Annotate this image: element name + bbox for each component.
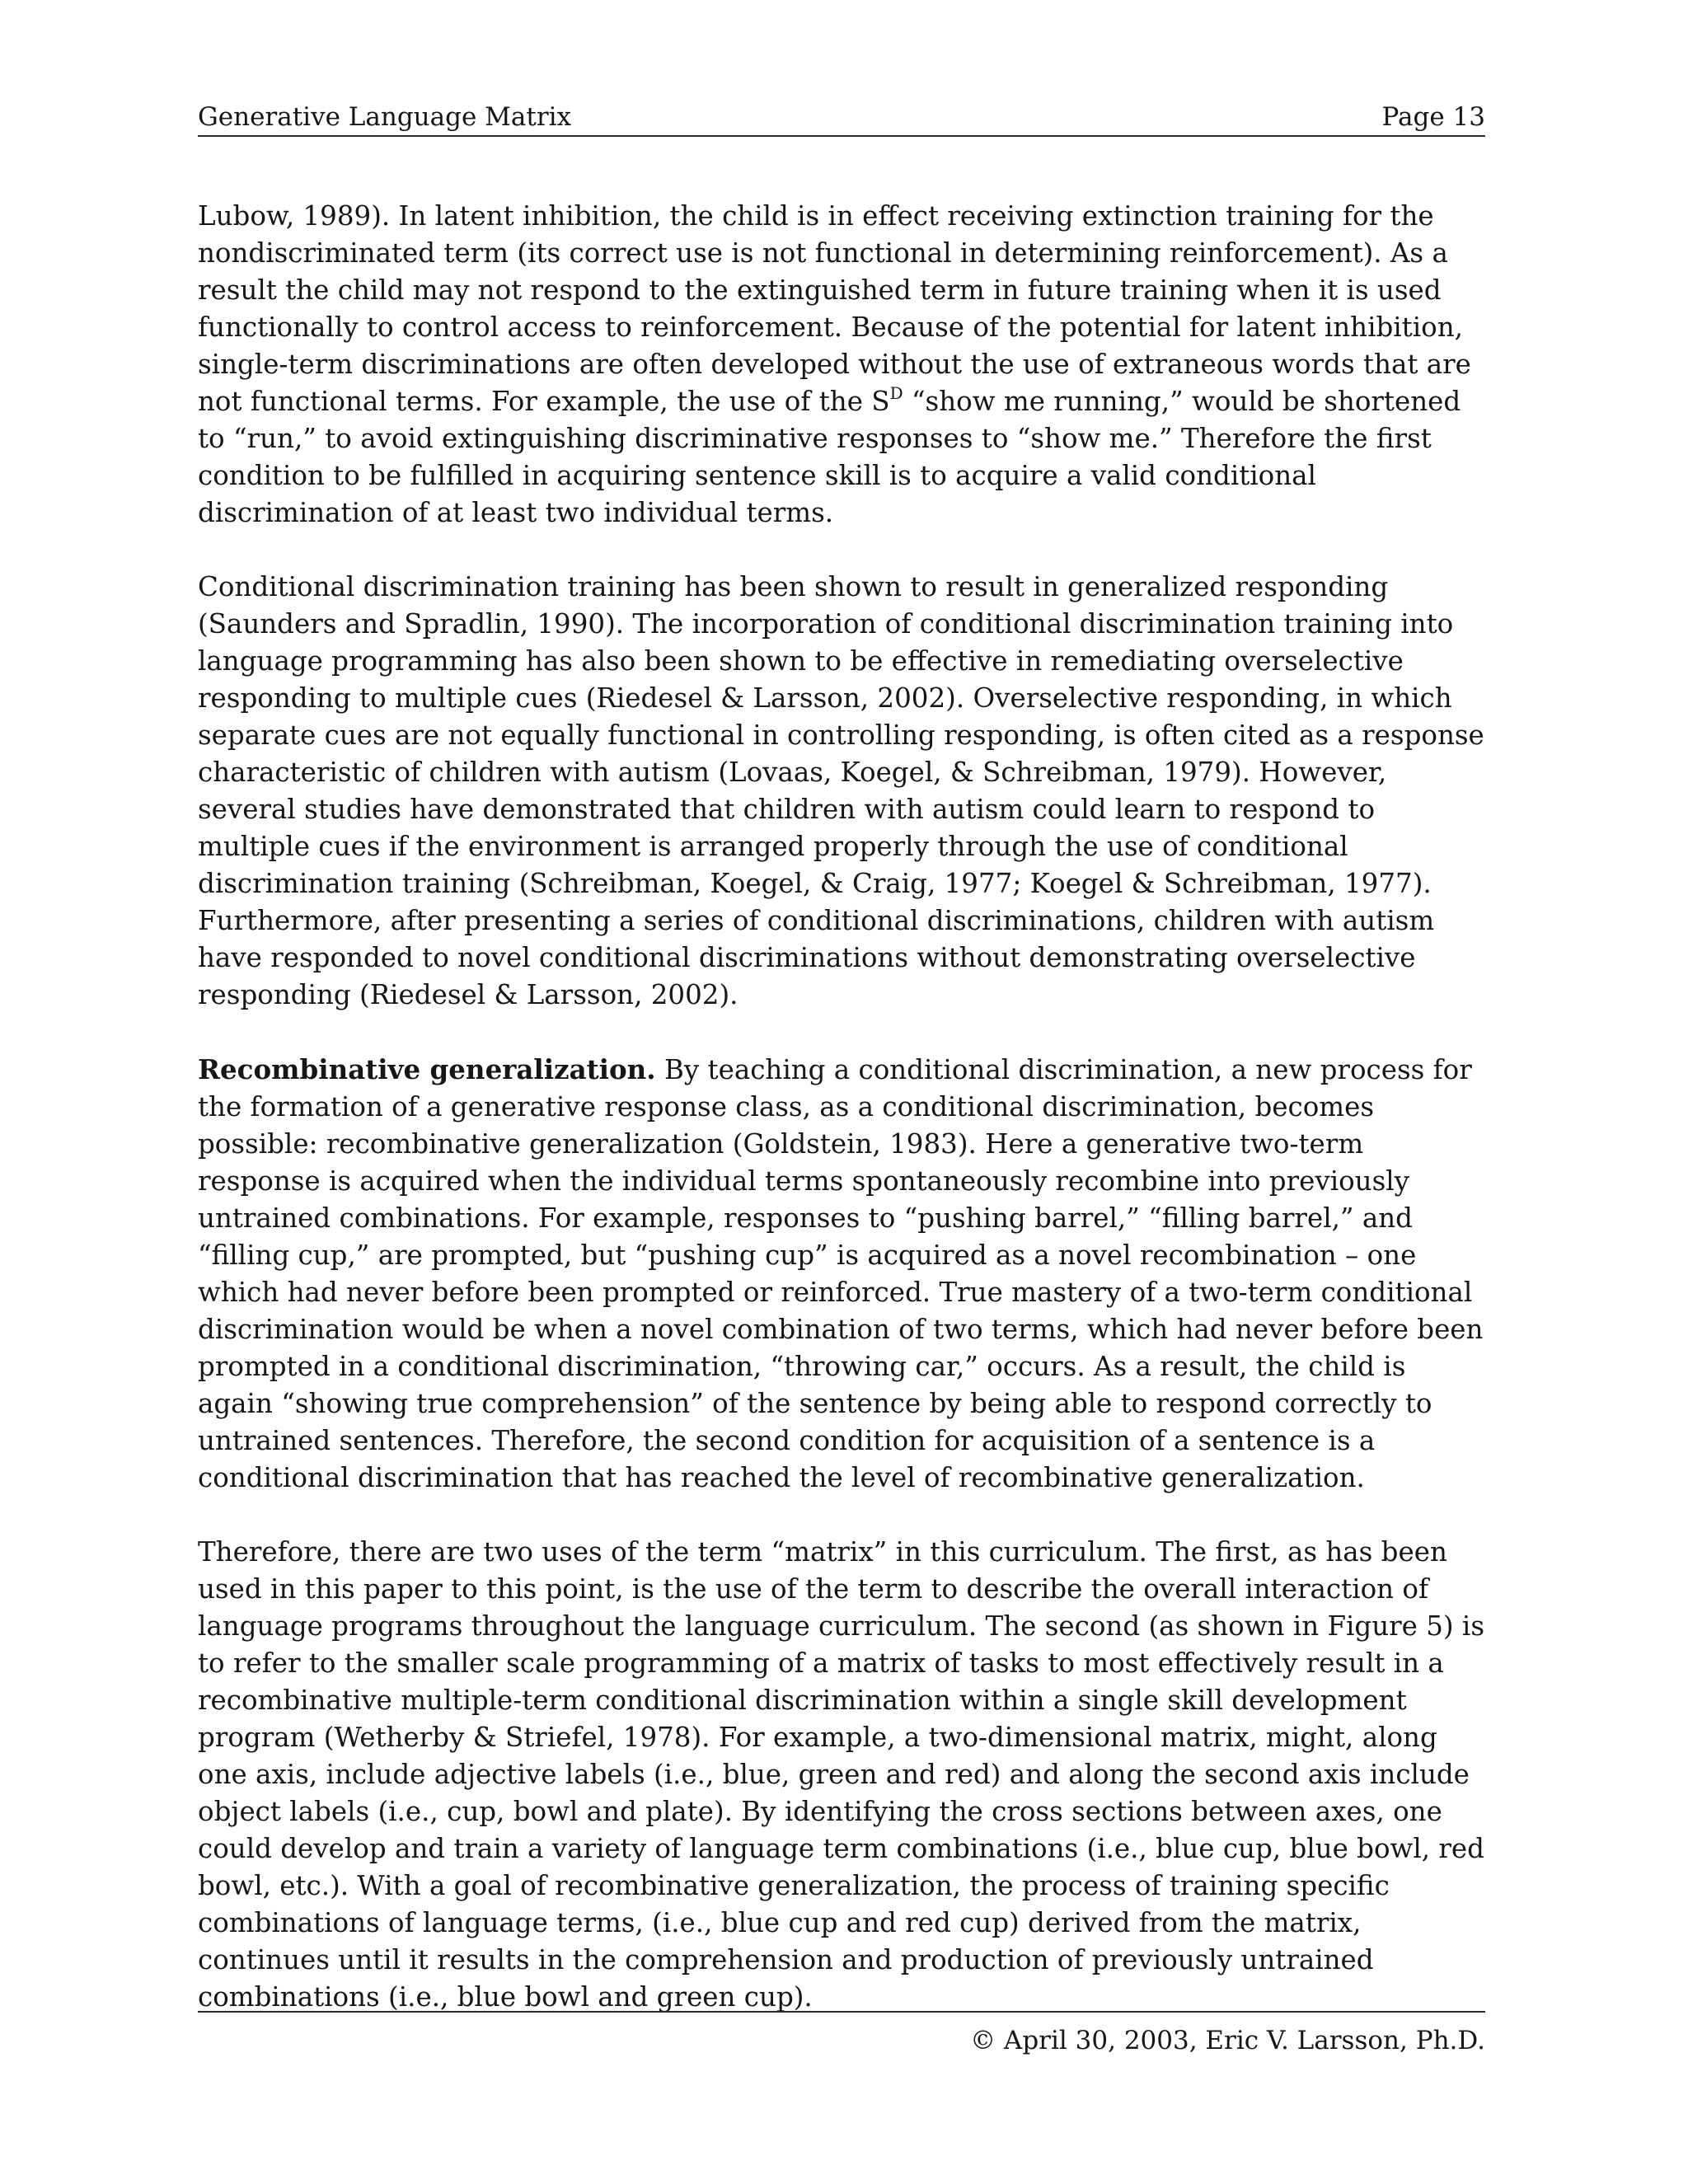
page-header bbox=[198, 99, 1485, 137]
paragraph-conditional-discrimination: Conditional discrimination training has been shown to result in generalized responding (Saunders and Spradlin, 1990). The incorporation of conditional discrimination training into language programming has also been shown to be effective in remediating overselective responding to multiple cues (Riedesel & Larsson, 2002). Overselective responding, in which separate cues are not equally functional in controlling responding, is often cited as a response characteristic of children with autism (Lovaas, Koegel, & Schreibman, 1979). However, several studies have demonstrated that children with autism could learn to respond to multiple cues if the environment is arranged properly through the use of conditional discrimination training (Schreibman, Koegel, & Craig, 1977; Koegel & Schreibman, 1977). Furthermore, after presenting a series of conditional discriminations, children with autism have responded to novel conditional discriminations without demonstrating overselective responding (Riedesel & Larsson, 2002). bbox=[198, 571, 1484, 1010]
section-heading: Recombinative generalization. bbox=[198, 1053, 656, 1085]
page-footer bbox=[198, 2011, 1485, 2059]
page-number: Page 13 bbox=[1381, 102, 1485, 132]
paragraph-text: By teaching a conditional discrimination, a new process for the formation of a generative response class, as a conditional discrimination, becomes possible: recombinative generalization (Goldstein, 1983). Here a generative two-term response is acquired when the individual terms spontaneously recombine into previously untrained combinations. For example, responses to “pushing barrel,” “filling barrel,” and “filling cup,” are prompted, but “pushing cup” is acquired as a novel recombination – one which had never before been prompted or reinforced. True mastery of a two-term conditional discrimination would be when a novel combination of two terms, which had never before been prompted in a conditional discrimination, “throwing car,” occurs. As a result, the child is again “showing true comprehension” of the sentence by being able to respond correctly to untrained sentences. Therefore, the second condition for acquisition of a sentence is a conditional discrimination that has reached the level of recombinative generalization. bbox=[198, 1054, 1484, 1493]
paragraph-latent-inhibition bbox=[198, 198, 1485, 532]
document-body bbox=[198, 198, 1485, 2053]
paragraph-text: Lubow, 1989). In latent inhibition, the child is in effect receiving extinction training for the nondiscriminated term (its correct use is not functional in determining reinforcement). As a result the child may not respond to the extinguished term in future training when it is used functionally to control access to reinforcement. Because of the potential for latent inhibition, single-term discriminations are often developed without the use of extraneous words that are not functional terms. For example, the use of the S bbox=[198, 200, 1471, 417]
paragraph-matrix-uses: Therefore, there are two uses of the term “matrix” in this curriculum. The first, as has been used in this paper to this point, is the use of the term to describe the overall interaction of language programs throughout the language curriculum. The second (as shown in Figure 5) is to refer to the smaller scale programming of a matrix of tasks to most effectively result in a recombinative multiple-term conditional discrimination within a single skill development program (Wetherby & Striefel, 1978). For example, a two-dimensional matrix, might, along one axis, include adjective labels (i.e., blue, green and red) and along the second axis include object labels (i.e., cup, bowl and plate). By identifying the cross sections between axes, one could develop and train a variety of language term combinations (i.e., blue cup, blue bowl, red bowl, etc.). With a goal of recombinative generalization, the process of training specific combinations of language terms, (i.e., blue cup and red cup) derived from the matrix, continues until it results in the comprehension and production of previously untrained combinations (i.e., blue bowl and green cup). bbox=[198, 1536, 1484, 2013]
paragraph-recombinative-generalization bbox=[198, 1051, 1485, 1497]
document-page bbox=[198, 0, 1485, 2184]
copyright-notice: © April 30, 2003, Eric V. Larsson, Ph.D. bbox=[970, 2026, 1485, 2055]
superscript: D bbox=[889, 383, 903, 403]
document-title: Generative Language Matrix bbox=[198, 102, 572, 132]
paragraph-text: “show me running,” would be shortened to “run,” to avoid extinguishing discriminative responses to “show me.” Therefore the first condition to be fulfilled in acquiring sentence skill is to acquire a valid conditional discrimination of at least two individual terms. bbox=[198, 386, 1461, 528]
